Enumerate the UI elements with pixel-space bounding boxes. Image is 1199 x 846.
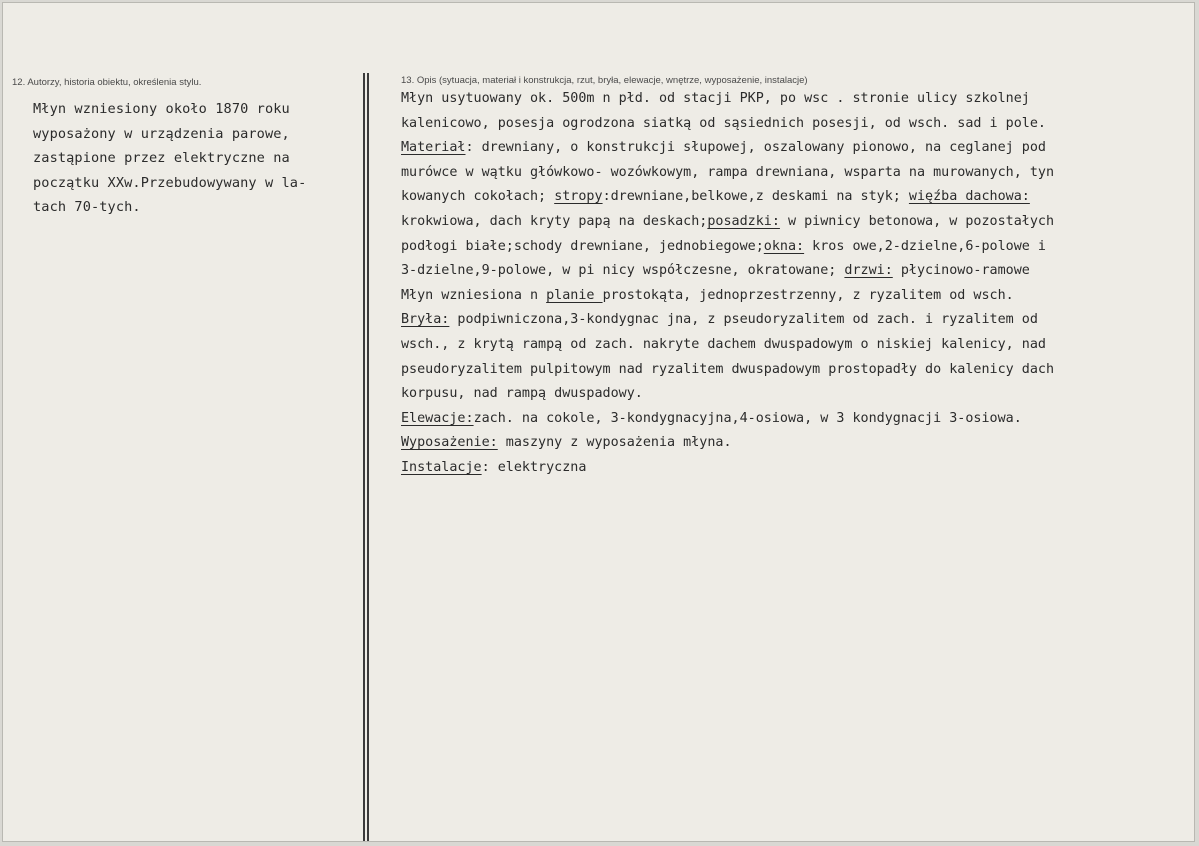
text-segment: Młyn wzniesiona n	[401, 287, 547, 303]
text-segment: 3-dzielne,9-polowe, w pi nicy współczesne, okratowane;	[401, 263, 845, 279]
text-segment: kros owe,2-dzielne,6-polowe i	[804, 238, 1046, 254]
text-segment: w piwnicy betonowa, w pozostałych	[779, 213, 1055, 229]
text-segment: płycinowo-ramowe	[892, 263, 1030, 279]
description-line	[401, 431, 1195, 456]
description-line	[401, 407, 1195, 432]
description-line	[401, 382, 1195, 407]
underlined-label: okna:	[763, 238, 805, 254]
description-line	[401, 210, 1195, 235]
underlined-label: posadzki:	[707, 213, 780, 229]
underlined-label: Instalacje	[401, 459, 482, 475]
text-segment: maszyny z wyposażenia młyna.	[497, 435, 732, 451]
text-segment: pseudoryzalitem pulpitowym nad ryzalitem dwuspadowym prostopadły do kalenicy dach	[401, 361, 1055, 377]
text-segment: korpusu, nad rampą dwuspadowy.	[401, 386, 643, 402]
description-line	[401, 358, 1195, 383]
text-segment: prostokąta, jednoprzestrzenny, z ryzalitem od wsch.	[602, 287, 1014, 303]
description-line	[401, 161, 1195, 186]
column-divider-left	[363, 73, 365, 841]
text-segment: wsch., z krytą rampą od zach. nakryte dachem dwuspadowym o niskiej kalenicy, nad	[401, 336, 1046, 352]
text-segment: : drewniany, o konstrukcji słupowej, oszalowany pionowo, na ceglanej pod	[465, 140, 1046, 156]
description-line	[401, 333, 1195, 358]
text-segment: kowanych cokołach;	[401, 189, 555, 205]
description-line	[401, 87, 1195, 112]
text-segment: :drewniane,belkowe,z deskami na styk;	[602, 189, 909, 205]
text-segment: krokwiowa, dach kryty papą na deskach;	[401, 213, 708, 229]
underlined-label: Materiał	[401, 140, 466, 156]
text-segment: zach. na cokole, 3-kondygnacyjna,4-osiowa, w 3 kondygnacji 3-osiowa.	[473, 410, 1022, 426]
inventory-card	[2, 2, 1195, 842]
section-13-heading: 13. Opis (sytuacja, materiał i konstrukcja, rzut, bryła, elewacje, wnętrze, wyposażenie, instalacje)	[401, 75, 808, 86]
underlined-label: stropy	[554, 189, 603, 205]
underlined-label: planie	[546, 287, 603, 303]
description-line	[401, 259, 1195, 284]
text-segment: podpiwniczona,3-kondygnac jna, z pseudoryzalitem od zach. i ryzalitem od	[449, 312, 1038, 328]
description-line	[401, 235, 1195, 260]
description-line	[401, 284, 1195, 309]
description-text	[401, 87, 1195, 481]
description-line	[401, 112, 1195, 137]
description-line	[401, 136, 1195, 161]
underlined-label: Bryła:	[401, 312, 450, 328]
underlined-label: drzwi:	[844, 263, 893, 279]
text-segment: murówce w wątku główkowo- wozówkowym, rampa drewniana, wsparta na murowanych, tyn	[401, 164, 1055, 180]
description-line	[401, 185, 1195, 210]
section-12-heading: 12. Autorzy, historia obiektu, określenia stylu.	[12, 77, 202, 88]
text-segment: kalenicowo, posesja ogrodzona siatką od sąsiednich posesji, od wsch. sad i pole.	[401, 115, 1046, 131]
description-line	[401, 456, 1195, 481]
underlined-label: więźba dachowa:	[908, 189, 1030, 205]
column-divider-right	[367, 73, 369, 841]
underlined-label: Wyposażenie:	[401, 435, 498, 451]
text-segment: : elektryczna	[481, 459, 587, 475]
history-text: Młyn wzniesiony około 1870 roku wyposażony w urządzenia parowe, zastąpione przez elektryczne na początku XXw.Przebudowywany w la- tach 70-tych.	[33, 101, 307, 216]
description-line	[401, 308, 1195, 333]
underlined-label: Elewacje:	[401, 410, 474, 426]
text-segment: Młyn usytuowany ok. 500m n płd. od stacji PKP, po wsc . stronie ulicy szkolnej	[401, 91, 1030, 106]
text-segment: podłogi białe;schody drewniane, jednobiegowe;	[401, 238, 764, 254]
